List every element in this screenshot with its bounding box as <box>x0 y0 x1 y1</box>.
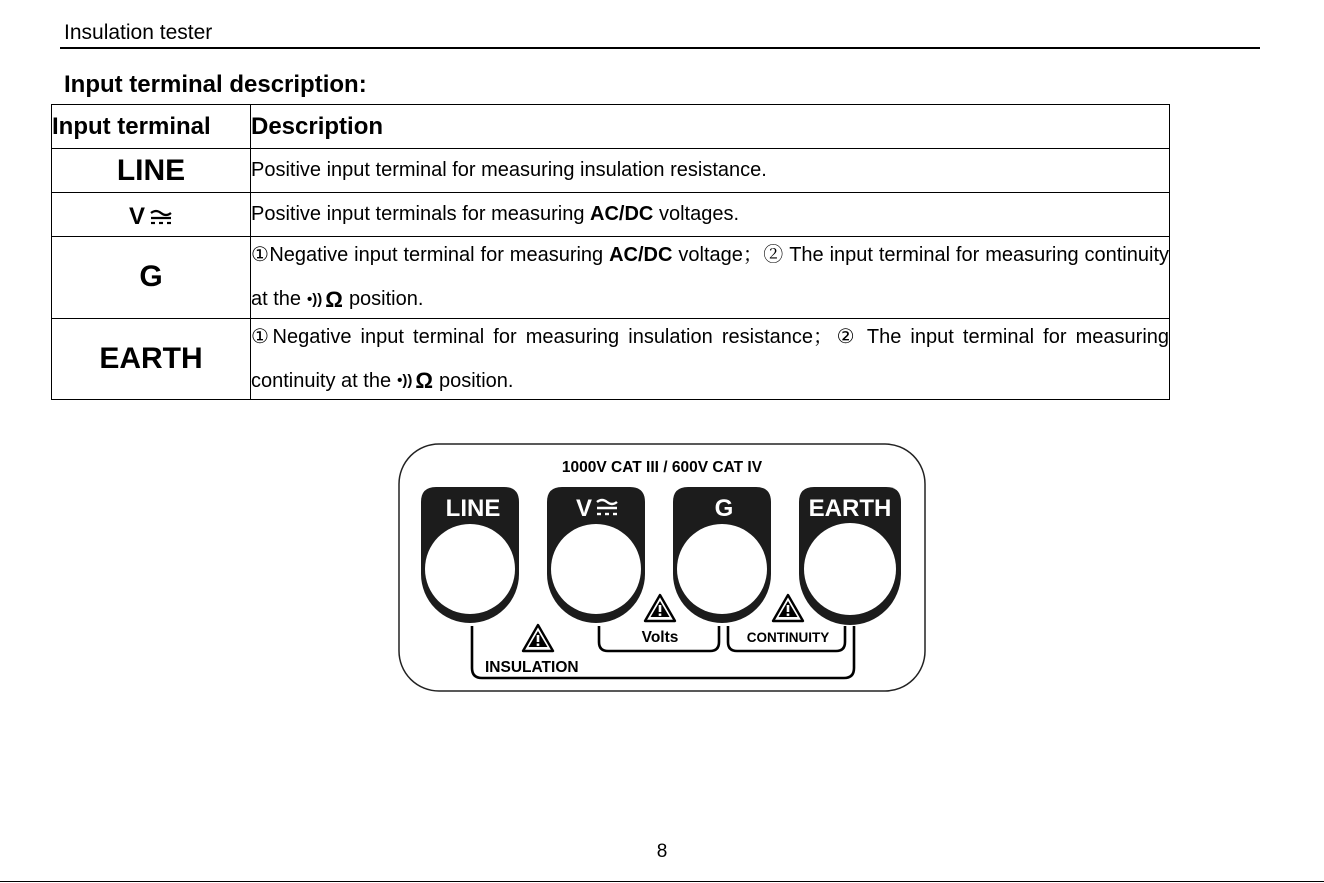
desc-text: Positive input terminals for measuring <box>251 203 591 225</box>
circled-number-1: ① <box>251 325 273 348</box>
terminal-description <box>251 318 1170 400</box>
desc-text: voltages. <box>653 203 739 225</box>
table-row <box>52 193 1170 237</box>
terminal-name-line: LINE <box>52 149 251 193</box>
desc-bold: AC/DC <box>609 244 673 266</box>
terminal-name-v-label: V <box>128 202 145 230</box>
terminal-description <box>251 193 1170 237</box>
desc-text: The input terminal for measuring continuity at the <box>251 325 1170 392</box>
ac-dc-icon <box>149 208 173 226</box>
desc-text: Negative input terminal for measuring <box>269 244 610 266</box>
desc-text: position. <box>348 288 424 310</box>
jack-label-g: G <box>714 495 734 522</box>
footer-rule <box>0 881 1324 882</box>
jack-v <box>547 487 645 623</box>
terminal-name-g: G <box>52 237 251 319</box>
column-header-terminal: Input terminal <box>52 105 251 149</box>
continuity-icon <box>397 359 433 403</box>
jack-label-earth: EARTH <box>808 495 892 522</box>
table-header-row <box>52 105 1170 149</box>
desc-text: The input terminal for measuring continuity at the <box>251 244 1169 310</box>
header-rule <box>60 47 1260 49</box>
jack-label-v: V <box>575 495 593 522</box>
terminal-name-v <box>52 193 251 237</box>
table-row <box>52 149 1170 193</box>
terminal-table <box>51 104 1170 400</box>
desc-text: position. <box>438 369 514 392</box>
desc-text: Negative input terminal for measuring insulation resistance； <box>272 325 834 348</box>
table-row <box>52 318 1170 400</box>
column-header-description: Description <box>251 105 1170 149</box>
circled-number-2: ② <box>833 325 859 348</box>
continuity-label: CONTINUITY <box>746 630 830 645</box>
jack-label-line: LINE <box>445 495 501 522</box>
circled-number-1: ① <box>251 244 270 266</box>
terminal-name-earth: EARTH <box>52 318 251 400</box>
table-row <box>52 237 1170 319</box>
ohm-icon: Ω <box>325 286 343 312</box>
panel-rating: 1000V CAT III / 600V CAT IV <box>561 459 763 476</box>
page-number: 8 <box>656 841 668 862</box>
ohm-icon: Ω <box>415 368 433 394</box>
insulation-label: INSULATION <box>485 659 579 676</box>
circled-number-2: ② <box>762 244 784 266</box>
terminal-panel-figure <box>396 442 928 694</box>
running-header: Insulation tester <box>64 21 213 44</box>
terminal-description <box>251 237 1170 319</box>
desc-bold: AC/DC <box>590 203 654 225</box>
beeper-icon: •)) <box>397 372 413 390</box>
volts-label: Volts <box>641 629 679 646</box>
jack-g <box>673 487 771 623</box>
jack-line <box>421 487 519 623</box>
terminal-description: Positive input terminal for measuring insulation resistance. <box>251 149 1170 193</box>
beeper-icon: •)) <box>307 290 323 308</box>
desc-text: voltage； <box>672 244 763 266</box>
jack-earth <box>799 487 901 625</box>
section-heading: Input terminal description: <box>64 71 367 98</box>
